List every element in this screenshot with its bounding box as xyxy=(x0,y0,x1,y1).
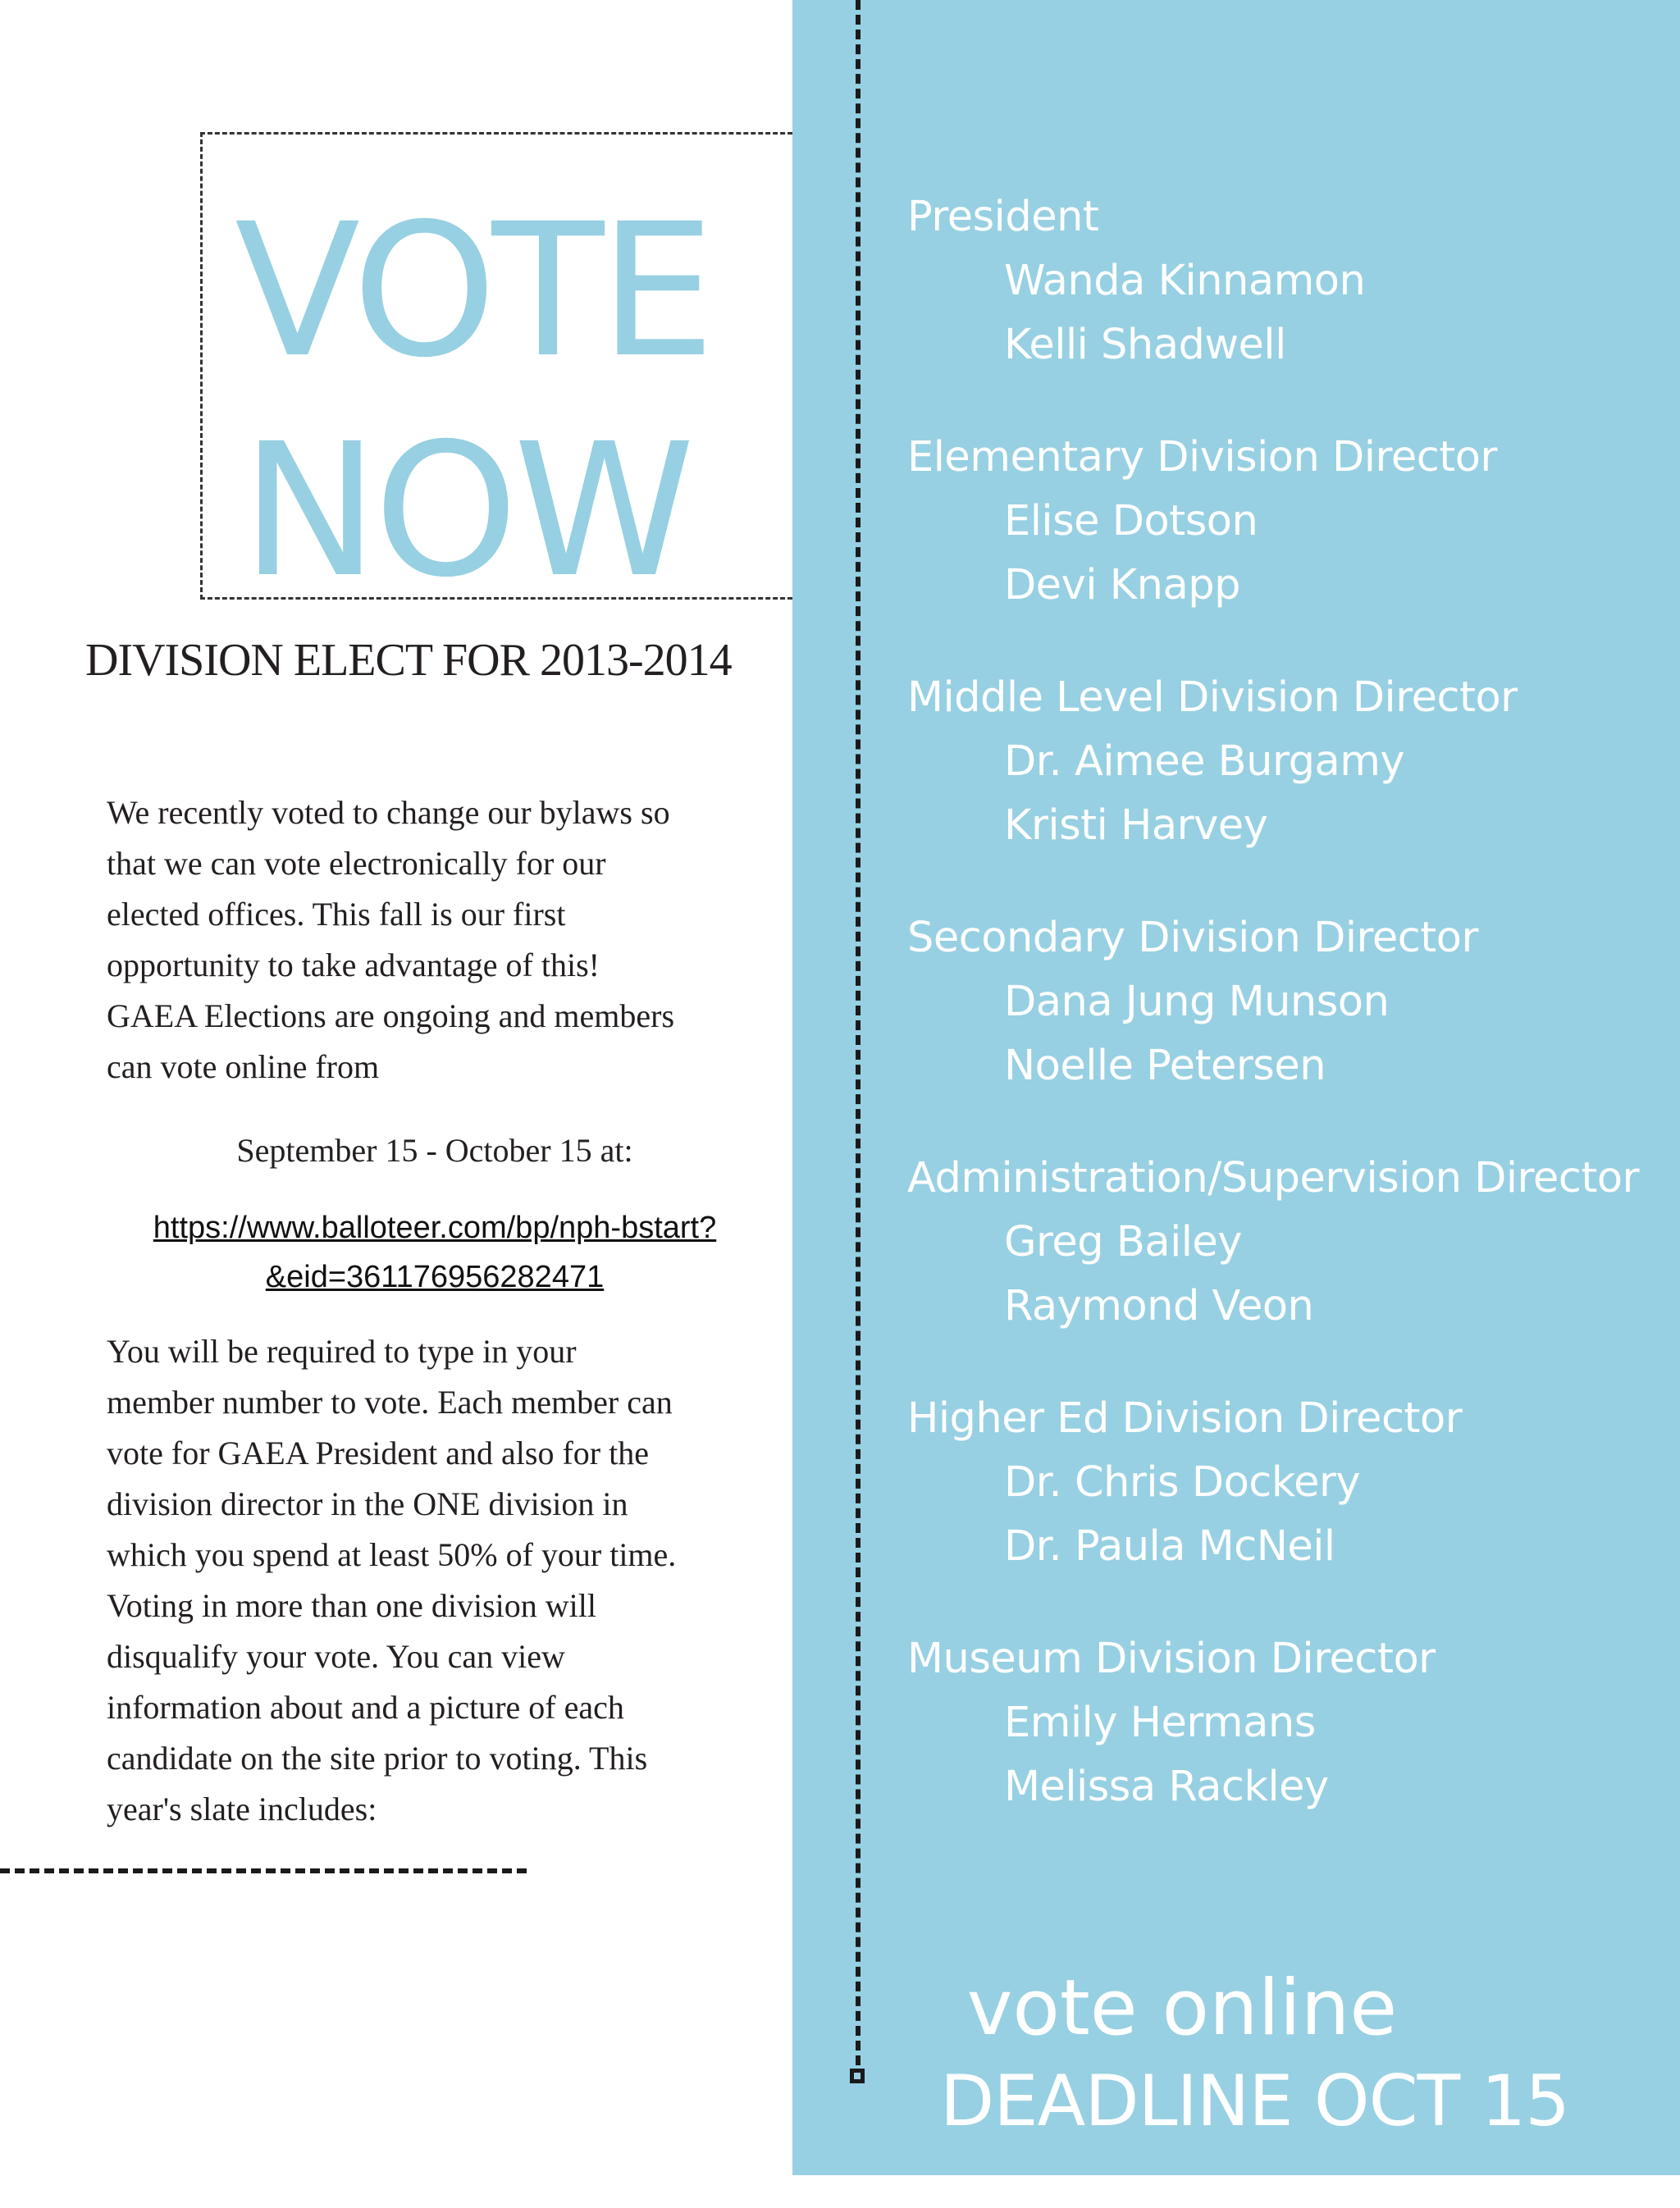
body-line: division director in the ONE division in xyxy=(107,1485,628,1522)
intro-line: that we can vote electronically for our xyxy=(107,845,606,882)
body-line: You will be required to type in your xyxy=(107,1333,577,1370)
horizontal-dashed-divider xyxy=(0,1868,527,1873)
office-higher-ed xyxy=(907,1387,1670,1579)
intro-line: elected offices. This fall is our first xyxy=(107,896,566,933)
candidate-name: Elise Dotson xyxy=(1004,497,1258,545)
office-title: President xyxy=(907,193,1099,241)
candidate-name: Greg Bailey xyxy=(1004,1218,1242,1266)
page-subtitle: DIVISION ELECT FOR 2013-2014 xyxy=(85,635,732,686)
ballot-link-line-2[interactable]: &eid=361176956282471 xyxy=(265,1260,605,1294)
ballot-link[interactable] xyxy=(107,1203,763,1302)
office-museum xyxy=(907,1627,1670,1819)
office-secondary xyxy=(907,906,1670,1098)
candidate-name: Devi Knapp xyxy=(1004,561,1240,609)
office-title: Middle Level Division Director xyxy=(907,673,1518,722)
instructions-paragraph xyxy=(107,1326,763,1835)
intro-line: We recently voted to change our bylaws so xyxy=(107,794,670,831)
candidate-name: Wanda Kinnamon xyxy=(1004,257,1366,305)
office-title: Higher Ed Division Director xyxy=(907,1394,1463,1443)
candidate-slate xyxy=(907,185,1670,1868)
candidate-name: Emily Hermans xyxy=(1004,1699,1316,1747)
cta-deadline: DEADLINE OCT 15 xyxy=(940,2060,1569,2142)
body-line: year's slate includes: xyxy=(107,1791,377,1827)
office-title: Secondary Division Director xyxy=(907,914,1478,962)
vertical-dashed-divider xyxy=(856,0,861,2065)
candidate-name: Raymond Veon xyxy=(1004,1282,1314,1330)
intro-paragraph xyxy=(107,787,763,1093)
cta-vote-online: vote online xyxy=(966,1964,1398,2053)
candidate-name: Noelle Petersen xyxy=(1004,1042,1326,1090)
office-title: Elementary Division Director xyxy=(907,433,1497,481)
candidate-name: Kristi Harvey xyxy=(1004,801,1268,850)
body-line: information about and a picture of each xyxy=(107,1689,624,1726)
candidate-name: Dr. Paula McNeil xyxy=(1004,1522,1335,1571)
office-title: Administration/Supervision Director xyxy=(907,1154,1639,1202)
office-middle-level xyxy=(907,666,1670,858)
body-line: member number to vote. Each member can xyxy=(107,1384,673,1421)
body-line: candidate on the site prior to voting. This xyxy=(107,1740,648,1777)
headline-now: NOW xyxy=(241,404,691,618)
office-administration xyxy=(907,1147,1670,1339)
office-title: Museum Division Director xyxy=(907,1635,1436,1683)
voting-dates: September 15 - October 15 at: xyxy=(236,1132,633,1169)
candidate-name: Kelli Shadwell xyxy=(1004,321,1286,369)
body-line: Voting in more than one division will xyxy=(107,1587,597,1624)
ballot-link-line-1[interactable]: https://www.balloteer.com/bp/nph-bstart? xyxy=(153,1211,717,1245)
intro-line: opportunity to take advantage of this! xyxy=(107,947,600,983)
intro-line: GAEA Elections are ongoing and members xyxy=(107,997,675,1034)
divider-end-square xyxy=(850,2069,865,2083)
candidate-name: Dr. Chris Dockery xyxy=(1004,1458,1361,1507)
headline-vote: VOTE xyxy=(235,184,710,398)
candidate-name: Dana Jung Munson xyxy=(1004,978,1390,1026)
office-elementary xyxy=(907,426,1670,618)
candidate-name: Dr. Aimee Burgamy xyxy=(1004,737,1405,786)
office-president xyxy=(907,185,1670,377)
body-line: which you spend at least 50% of your time. xyxy=(107,1536,677,1573)
body-line: disqualify your vote. You can view xyxy=(107,1638,565,1675)
candidate-name: Melissa Rackley xyxy=(1004,1763,1329,1811)
body-line: vote for GAEA President and also for the xyxy=(107,1435,649,1471)
intro-line: can vote online from xyxy=(107,1048,380,1085)
